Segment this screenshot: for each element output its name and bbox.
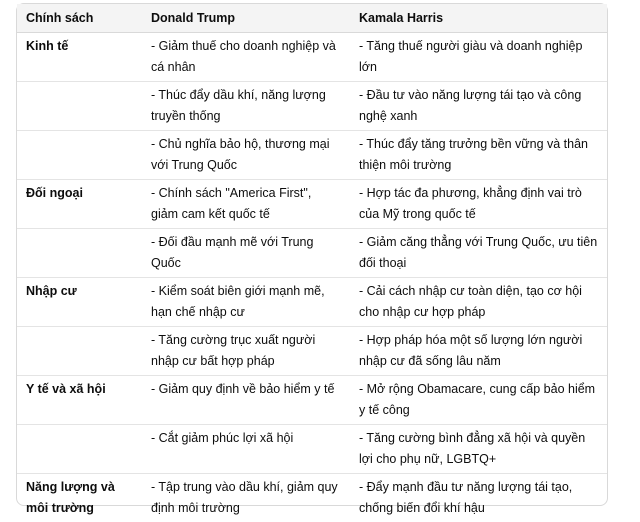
table-row: [17, 376, 607, 425]
policy-category: [17, 229, 142, 278]
table-row: [17, 327, 607, 376]
harris-cell: - Tăng thuế người giàu và doanh nghiệp lớn: [350, 33, 607, 82]
table-header: [17, 4, 607, 33]
harris-cell: - Đẩy mạnh đầu tư năng lượng tái tạo, chống biến đổi khí hậu: [350, 474, 607, 522]
table-row: [17, 131, 607, 180]
table-row: [17, 229, 607, 278]
harris-cell: - Tăng cường bình đẳng xã hội và quyền lợi cho phụ nữ, LGBTQ+: [350, 425, 607, 474]
trump-cell: - Thúc đẩy dầu khí, năng lượng truyền thống: [142, 82, 350, 131]
trump-cell: - Giảm quy định về bảo hiểm y tế: [142, 376, 350, 425]
trump-cell: - Đối đầu mạnh mẽ với Trung Quốc: [142, 229, 350, 278]
table-row: [17, 82, 607, 131]
header-harris: Kamala Harris: [350, 4, 607, 33]
policy-category: Đối ngoại: [17, 180, 142, 229]
policy-category: [17, 327, 142, 376]
table-row: [17, 278, 607, 327]
harris-cell: - Đầu tư vào năng lượng tái tạo và công nghệ xanh: [350, 82, 607, 131]
policy-category: [17, 425, 142, 474]
table-row: [17, 33, 607, 82]
harris-cell: - Mở rộng Obamacare, cung cấp bảo hiểm y tế công: [350, 376, 607, 425]
table-row: [17, 425, 607, 474]
harris-cell: - Hợp tác đa phương, khẳng định vai trò của Mỹ trong quốc tế: [350, 180, 607, 229]
policy-category: Năng lượng và môi trường: [17, 474, 142, 522]
table-row: [17, 474, 607, 522]
policy-category: Nhập cư: [17, 278, 142, 327]
harris-cell: - Cải cách nhập cư toàn diện, tạo cơ hội cho nhập cư hợp pháp: [350, 278, 607, 327]
header-policy: Chính sách: [17, 4, 142, 33]
harris-cell: - Hợp pháp hóa một số lượng lớn người nhập cư đã sống lâu năm: [350, 327, 607, 376]
policy-category: Y tế và xã hội: [17, 376, 142, 425]
trump-cell: - Kiểm soát biên giới mạnh mẽ, hạn chế nhập cư: [142, 278, 350, 327]
table-row: [17, 180, 607, 229]
policy-comparison-table: [16, 3, 608, 506]
trump-cell: - Tập trung vào dầu khí, giảm quy định môi trường: [142, 474, 350, 522]
header-trump: Donald Trump: [142, 4, 350, 33]
harris-cell: - Giảm căng thẳng với Trung Quốc, ưu tiên đối thoại: [350, 229, 607, 278]
policy-category: Kinh tế: [17, 33, 142, 82]
comparison-table: [17, 4, 607, 522]
trump-cell: - Tăng cường trục xuất người nhập cư bất hợp pháp: [142, 327, 350, 376]
table-body: [17, 33, 607, 522]
trump-cell: - Chủ nghĩa bảo hộ, thương mại với Trung Quốc: [142, 131, 350, 180]
policy-category: [17, 82, 142, 131]
policy-category: [17, 131, 142, 180]
header-row: [17, 4, 607, 33]
harris-cell: - Thúc đẩy tăng trưởng bền vững và thân thiện môi trường: [350, 131, 607, 180]
trump-cell: - Chính sách "America First", giảm cam kết quốc tế: [142, 180, 350, 229]
trump-cell: - Cắt giảm phúc lợi xã hội: [142, 425, 350, 474]
trump-cell: - Giảm thuế cho doanh nghiệp và cá nhân: [142, 33, 350, 82]
